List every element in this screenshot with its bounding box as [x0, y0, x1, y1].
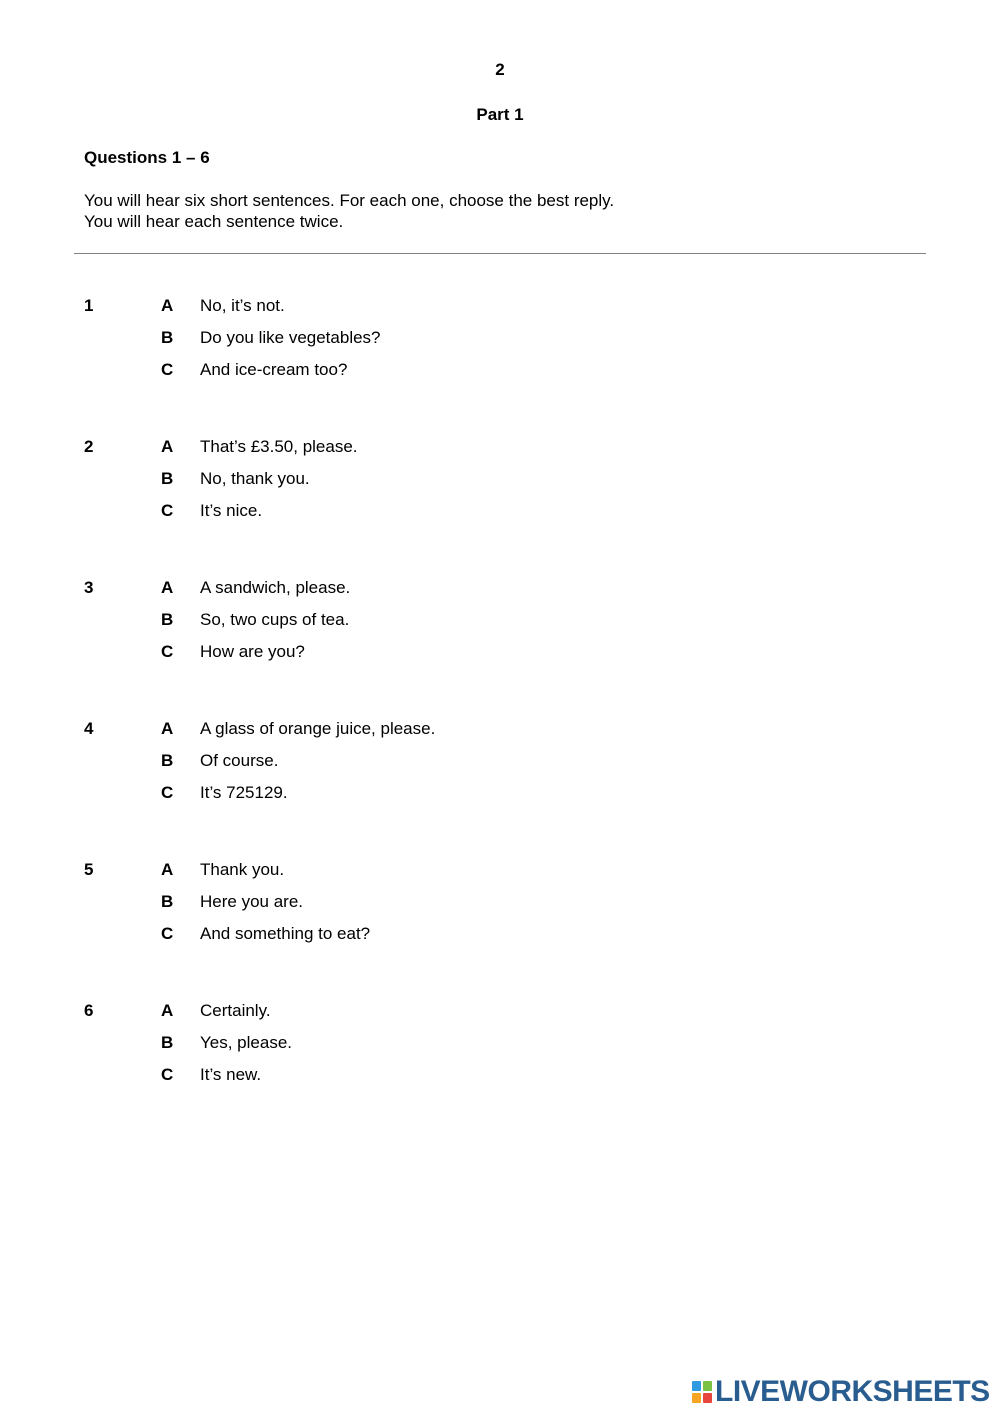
option-letter: C — [161, 642, 174, 661]
option-text: It’s 725129. — [200, 783, 288, 802]
option-letter: A — [161, 860, 174, 879]
option-letter: B — [161, 610, 174, 629]
option-text: Here you are. — [200, 892, 303, 911]
option-letter: C — [161, 501, 174, 520]
option-1b[interactable] — [0, 328, 900, 352]
option-letter: A — [161, 296, 174, 315]
page-number: 2 — [495, 60, 505, 79]
option-3a[interactable] — [0, 578, 900, 602]
question-number: 2 — [84, 437, 94, 456]
option-5c[interactable] — [0, 924, 900, 948]
liveworksheets-logo[interactable] — [692, 1376, 990, 1408]
option-text: Of course. — [200, 751, 279, 770]
option-text: Certainly. — [200, 1001, 271, 1020]
option-text: How are you? — [200, 642, 305, 661]
option-text: Thank you. — [200, 860, 285, 879]
question-5 — [0, 860, 1000, 1001]
instruction-line: You will hear six short sentences. For each one, choose the best reply. — [84, 191, 615, 210]
option-text: Yes, please. — [200, 1033, 292, 1052]
option-letter: A — [161, 1001, 174, 1020]
option-letter: B — [161, 892, 174, 911]
question-2 — [0, 437, 1000, 578]
question-6 — [0, 1001, 1000, 1142]
question-number: 4 — [84, 719, 94, 738]
option-letter: B — [161, 328, 174, 347]
option-text: That’s £3.50, please. — [200, 437, 358, 456]
option-6a[interactable] — [0, 1001, 900, 1025]
divider — [74, 253, 926, 254]
option-letter: C — [161, 360, 174, 379]
option-6b[interactable] — [0, 1033, 900, 1057]
question-number: 6 — [84, 1001, 94, 1020]
option-3c[interactable] — [0, 642, 900, 666]
question-list — [0, 296, 1000, 1142]
option-text: No, it’s not. — [200, 296, 285, 315]
questions-heading: Questions 1 – 6 — [84, 148, 210, 167]
option-2c[interactable] — [0, 501, 900, 525]
question-number: 1 — [84, 296, 94, 315]
option-3b[interactable] — [0, 610, 900, 634]
question-1 — [0, 296, 1000, 437]
question-3 — [0, 578, 1000, 719]
option-5b[interactable] — [0, 892, 900, 916]
option-4a[interactable] — [0, 719, 900, 743]
option-letter: A — [161, 719, 174, 738]
part-title: Part 1 — [476, 105, 524, 124]
option-text: It’s nice. — [200, 501, 263, 520]
liveworksheets-logo-icon — [692, 1381, 712, 1403]
option-text: No, thank you. — [200, 469, 310, 488]
option-2a[interactable] — [0, 437, 900, 461]
question-number: 5 — [84, 860, 94, 879]
option-1c[interactable] — [0, 360, 900, 384]
question-4 — [0, 719, 1000, 860]
option-2b[interactable] — [0, 469, 900, 493]
option-letter: B — [161, 751, 174, 770]
option-letter: A — [161, 578, 174, 597]
logo-text: LIVEWORKSHEETS — [715, 1375, 990, 1408]
option-6c[interactable] — [0, 1065, 900, 1089]
option-text: Do you like vegetables? — [200, 328, 381, 347]
option-letter: C — [161, 1065, 174, 1084]
option-text: It’s new. — [200, 1065, 262, 1084]
option-5a[interactable] — [0, 860, 900, 884]
option-letter: A — [161, 437, 174, 456]
option-1a[interactable] — [0, 296, 900, 320]
option-letter: C — [161, 783, 174, 802]
option-4c[interactable] — [0, 783, 900, 807]
option-letter: B — [161, 1033, 174, 1052]
option-text: And something to eat? — [200, 924, 371, 943]
option-4b[interactable] — [0, 751, 900, 775]
option-text: A sandwich, please. — [200, 578, 351, 597]
option-letter: B — [161, 469, 174, 488]
instruction-line: You will hear each sentence twice. — [84, 212, 344, 231]
option-text: A glass of orange juice, please. — [200, 719, 436, 738]
option-letter: C — [161, 924, 174, 943]
option-text: So, two cups of tea. — [200, 610, 350, 629]
instructions — [84, 190, 614, 232]
option-text: And ice-cream too? — [200, 360, 348, 379]
question-number: 3 — [84, 578, 94, 597]
